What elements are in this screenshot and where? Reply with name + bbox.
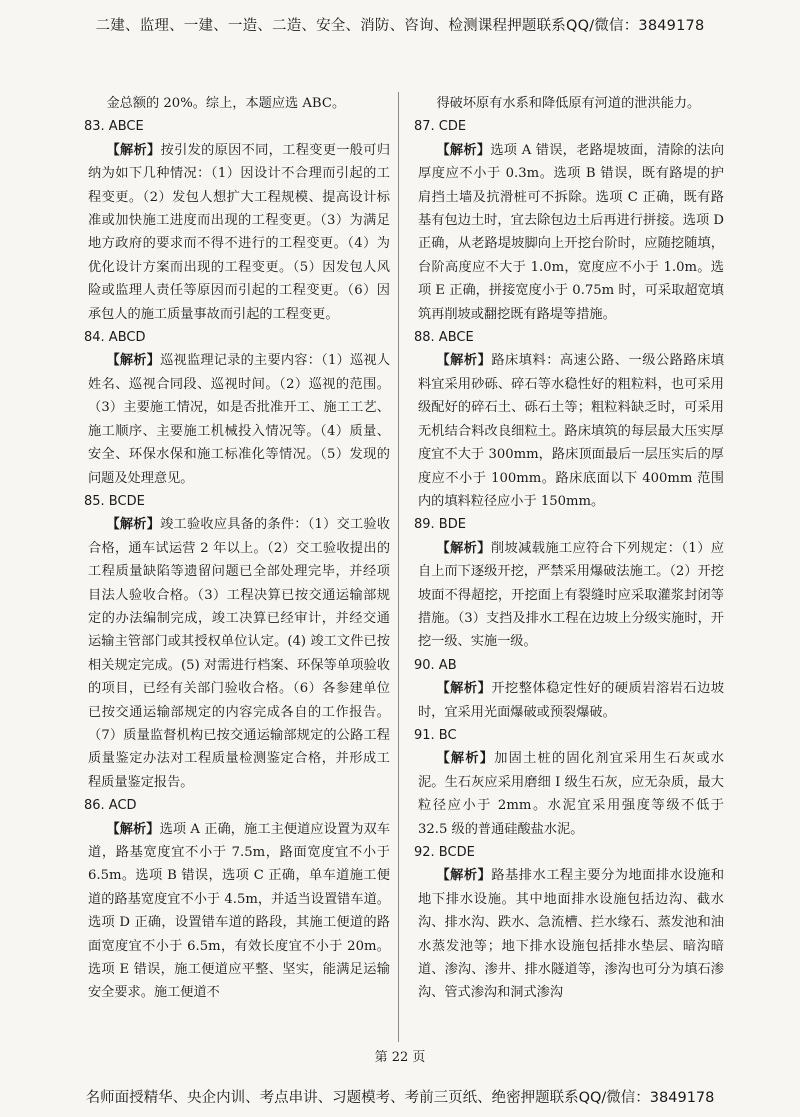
- explanation-paragraph: [88, 139, 390, 326]
- explanation-tag: 【解析】: [436, 353, 492, 369]
- explanation-tag: 【解析】: [436, 540, 491, 556]
- question-answer-number: 91. BC: [414, 727, 457, 743]
- explanation-paragraph: [88, 818, 390, 1005]
- explanation-paragraph: [418, 349, 724, 513]
- question-answer-number: 87. CDE: [414, 119, 467, 135]
- page-footer: 名师面授精华、央企内训、考点串讲、习题模考、考前三页纸、绝密押题联系QQ/微信：3849178: [85, 1090, 715, 1106]
- explanation-tag: 【解析】: [436, 681, 492, 697]
- continued-text: 金总额的 20%。综上，本题应选 ABC。: [106, 96, 346, 111]
- explanation-paragraph: [418, 537, 724, 654]
- question-answer-number: 90. AB: [414, 657, 457, 673]
- question-answer-number: 84. ABCD: [84, 330, 146, 346]
- question-answer-number: 92. BCDE: [414, 845, 475, 860]
- question-answer-number: 88. ABCE: [414, 330, 474, 346]
- explanation-text: 路床填料：高速公路、一级公路路床填料宜采用砂砾、碎石等水稳性好的粗粒料，也可采用级配好的碎石土、砾石土等；粗粒料缺乏时，可采用无机结合料改良细粒土。路床填筑的每层最大压实厚度宜不大于 300mm，路床顶面最后一层压实后的厚度应不小于 100mm。路床底面以下 400mm 范围内的填料粒径应小于 150mm。: [418, 353, 725, 509]
- explanation-text: 开挖整体稳定性好的硬质岩溶岩石边坡时，宜采用光面爆破或预裂爆破。: [418, 681, 725, 720]
- explanation-tag: 【解析】: [106, 142, 161, 158]
- column-divider: [398, 92, 399, 1042]
- explanation-paragraph: [88, 513, 390, 794]
- explanation-text: 竣工验收应具备的条件：（1）交工验收合格，通车试运营 2 年以上。（2）交工验收提出的工程质量缺陷等遗留问题已全部处理完毕，并经项目法人验收合格。（3）工程决算已按交通运输部规定的办法编制完成，竣工决算已经审计，并经交通运输主管部门或其授权单位认定。(4) 竣工文件已按相关规定完成。(5) 对需进行档案、环保等单项验收的项目，已经有关部门验收合格。（6）各参建单位已按交通运输部规定的内容完成各自的工作报告。（7）质量监督机构已按交通运输部规定的公路工程质量鉴定办法对工程质量检测鉴定合格，并形成工程质量鉴定报告。: [88, 517, 391, 790]
- page-number: 第 22 页: [374, 1050, 426, 1065]
- explanation-text: 按引发的原因不同，工程变更一般可归纳为如下几种情况：（1）因设计不合理而引起的工程变更。（2）发包人想扩大工程规模、提高设计标准或加快施工进度而出现的工程变更。（3）为满足地方政府的要求而不得不进行的工程变更。（4）为优化设计方案而出现的工程变更。（5）因发包人风险或监理人责任等原因而引起的工程变更。（6）因承包人的施工质量事故而引起的工程变更。: [88, 142, 391, 322]
- explanation-tag: 【解析】: [106, 353, 161, 369]
- explanation-paragraph: [418, 864, 724, 1004]
- left-column: [84, 92, 391, 1005]
- question-answer-number: 85. BCDE: [84, 493, 145, 509]
- explanation-paragraph: [418, 747, 724, 841]
- explanation-text: 选项 A 错误，老路堤坡面，清除的法向厚度应不小于 0.3m。选项 B 错误，既有路堤的护肩挡土墙及抗滑桩可不拆除。选项 C 正确，既有路基有包边土时，宜去除包边土后再进行拼接。选项 D 正确，从老路堤坡脚向上开挖台阶时，应随挖随填，台阶高度应不大于 1.0m，宽度应不小于 1.0m。选项 E 正确，拼接宽度小于 0.75m 时，可采取超宽填筑再削坡或翻挖既有路堤等措施。: [418, 142, 725, 322]
- explanation-text: 加固土桩的固化剂宜采用生石灰或水泥。生石灰应采用磨细 I 级生石灰，应无杂质，最大粒径应小于 2mm。水泥宜采用强度等级不低于 32.5 级的普通硅酸盐水泥。: [418, 751, 725, 837]
- question-answer-number: 86. ACD: [84, 798, 137, 814]
- explanation-tag: 【解析】: [436, 751, 495, 767]
- explanation-paragraph: [418, 677, 724, 724]
- explanation-text: 削坡减载施工应符合下列规定：（1）应自上而下逐级开挖，严禁采用爆破法施工。（2）开挖坡面不得超挖，开挖面上有裂缝时应采取灌浆封闭等措施。（3）支挡及排水工程在边坡上分级实施时，开挖一级、实施一级。: [418, 540, 725, 650]
- explanation-paragraph: [418, 139, 724, 326]
- explanation-text: 巡视监理记录的主要内容：（1）巡视人姓名、巡视合同段、巡视时间。（2）巡视的范围。（3）主要施工情况，如是否批准开工、施工工艺、施工顺序、主要施工机械投入情况等。（4）质量、安全、环保水保和施工标准化等情况。（5）发现的问题及处理意见。: [88, 353, 391, 486]
- explanation-text: 选项 A 正确，施工主便道应设置为双车道，路基宽度宜不小于 7.5m，路面宽度宜不小于 6.5m。选项 B 错误，选项 C 正确，单车道施工便道的路基宽度宜不小于 4.5m，并适当设置错车道。选项 D 正确，设置错车道的路段，其施工便道的路面宽度宜不小于 6.5m，有效长度宜不小于 20m。选项 E 错误，施工便道应平整、坚实，能满足运输安全要求。施工便道不: [88, 821, 391, 1001]
- question-answer-number: 83. ABCE: [84, 119, 144, 135]
- page-header: 二建、监理、一建、一造、二造、安全、消防、咨询、检测课程押题联系QQ/微信：3849178: [95, 18, 705, 34]
- explanation-tag: 【解析】: [106, 821, 160, 837]
- explanation-text: 路基排水工程主要分为地面排水设施和地下排水设施。其中地面排水设施包括边沟、截水沟、排水沟、跌水、急流槽、拦水缘石、蒸发池和油水蒸发池等；地下排水设施包括排水垫层、暗沟暗道、渗沟、渗井、排水隧道等，渗沟也可分为填石渗沟、管式渗沟和洞式渗沟: [418, 868, 725, 1001]
- continued-text: 得破坏原有水系和降低原有河道的泄洪能力。: [436, 96, 701, 111]
- explanation-tag: 【解析】: [436, 868, 492, 884]
- right-column: [414, 92, 725, 1005]
- explanation-tag: 【解析】: [106, 517, 161, 533]
- explanation-tag: 【解析】: [436, 142, 491, 158]
- question-answer-number: 89. BDE: [414, 517, 466, 533]
- explanation-paragraph: [88, 349, 390, 489]
